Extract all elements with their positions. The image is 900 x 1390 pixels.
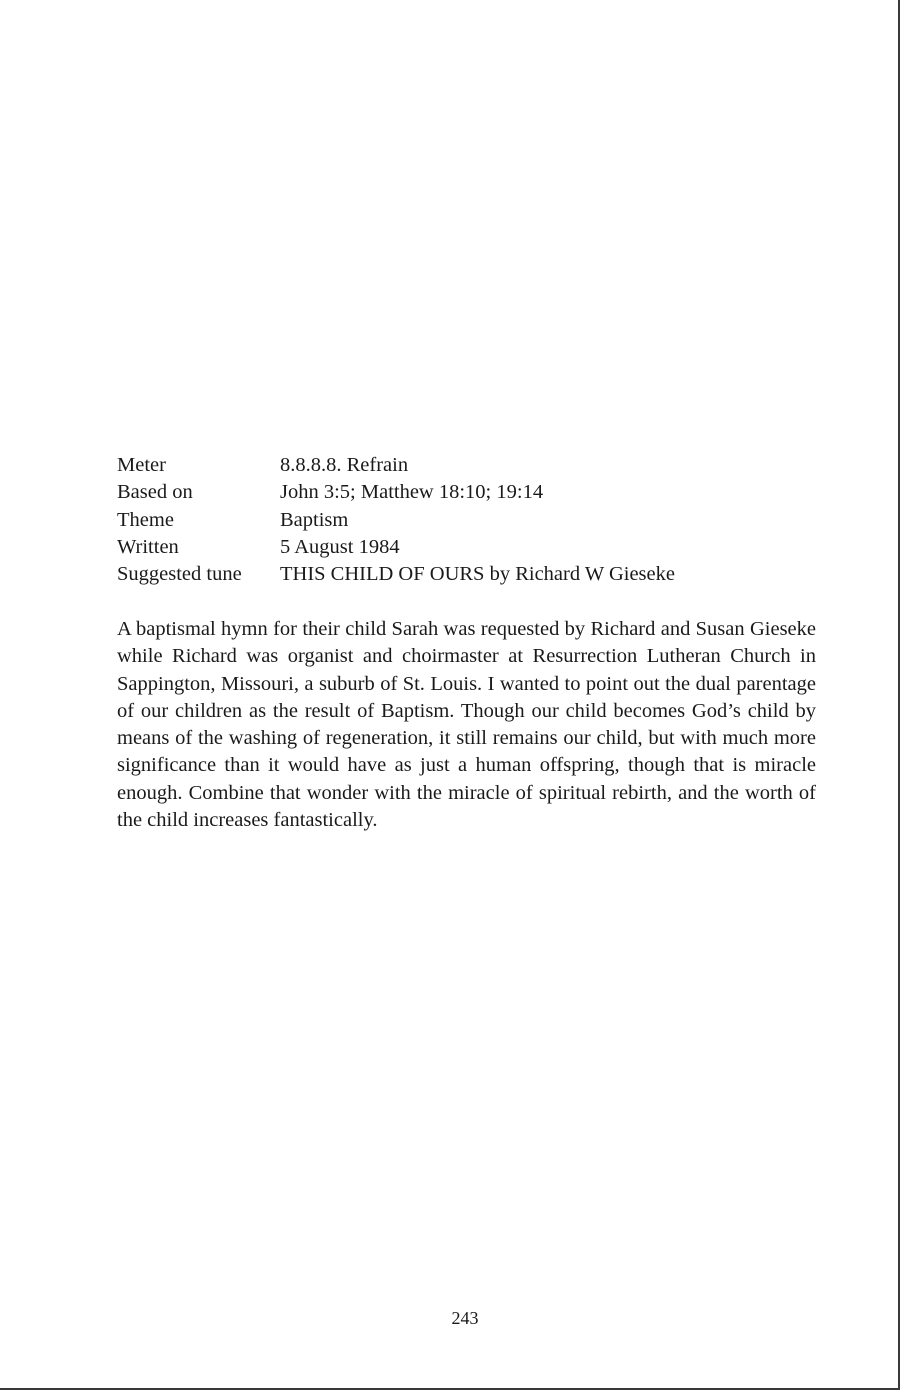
metadata-value: John 3:5; Matthew 18:10; 19:14 bbox=[280, 481, 544, 504]
metadata-row-suggested-tune bbox=[117, 561, 675, 588]
metadata-row-based-on bbox=[117, 479, 675, 506]
metadata-value: Baptism bbox=[280, 508, 349, 531]
metadata-value: 5 August 1984 bbox=[280, 535, 400, 558]
metadata-label: Meter bbox=[117, 454, 166, 476]
page-number: 243 bbox=[451, 1308, 479, 1328]
metadata-value: THIS CHILD OF OURS by Richard W Gieseke bbox=[280, 563, 675, 586]
metadata-label: Suggested tune bbox=[117, 563, 242, 586]
metadata-row-written bbox=[117, 534, 675, 561]
metadata-value: 8.8.8.8. Refrain bbox=[280, 454, 409, 476]
metadata-row-theme bbox=[117, 507, 675, 534]
metadata-label: Written bbox=[117, 535, 179, 558]
metadata-label: Theme bbox=[117, 508, 174, 531]
metadata-row-meter bbox=[117, 452, 675, 479]
hymn-metadata-table bbox=[117, 452, 675, 588]
metadata-label: Based on bbox=[117, 481, 193, 504]
hymn-description-paragraph: A baptismal hymn for their child Sarah was requested by Richard and Susan Gieseke while Richard was organist and choirmaster at Resurrection Lutheran Church in Sappington, Missouri, a suburb of St. Louis. I wanted to point out the dual parentage of our children as the result of Baptism. Though our child becomes God’s child by means of the washing of regeneration, it still remains our child, but with much more significance than it would have as just a human offspring, though that is miracle enough. Combine that wonder with the miracle of spiritual rebirth, and the worth of the child increases fantastically. bbox=[117, 618, 816, 832]
